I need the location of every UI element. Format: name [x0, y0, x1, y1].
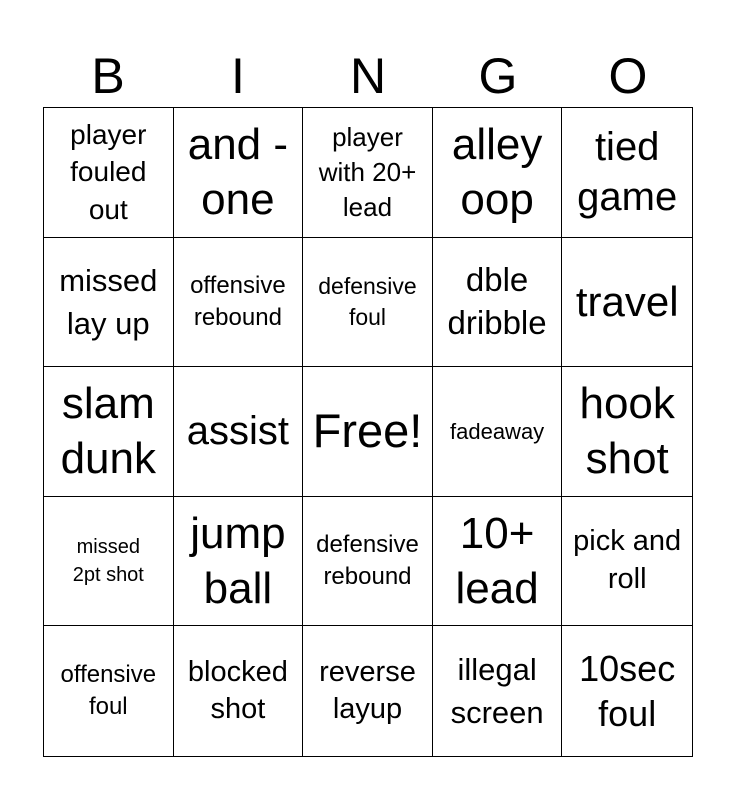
bingo-cell[interactable]	[174, 626, 304, 756]
cell-label: tied game	[577, 125, 678, 220]
cell-label: player with 20+ lead	[318, 121, 417, 222]
cell-label: dble dribble	[447, 261, 547, 341]
header-letter-i: I	[231, 48, 245, 104]
bingo-cell[interactable]	[433, 238, 563, 368]
cell-label: defensive foul	[318, 272, 417, 330]
bingo-cell[interactable]	[174, 238, 304, 368]
cell-label: missed lay up	[59, 262, 158, 341]
bingo-cell[interactable]	[44, 238, 174, 368]
bingo-cell[interactable]	[562, 367, 692, 497]
header-letter-b: B	[91, 48, 125, 104]
bingo-cell[interactable]	[174, 497, 304, 627]
bingo-card	[43, 107, 693, 757]
cell-label: offensive foul	[60, 660, 157, 721]
bingo-cell[interactable]	[44, 108, 174, 238]
bingo-cell[interactable]	[562, 238, 692, 368]
cell-label: 10+ lead	[455, 509, 539, 614]
cell-label: slam dunk	[60, 379, 156, 484]
cell-label: reverse layup	[319, 655, 416, 726]
bingo-cell[interactable]	[303, 238, 433, 368]
bingo-cell[interactable]	[562, 108, 692, 238]
cell-label: missed 2pt shot	[72, 536, 144, 587]
cell-label: player fouled out	[70, 118, 147, 226]
cell-label: 10sec foul	[579, 648, 676, 735]
bingo-cell[interactable]	[433, 626, 563, 756]
cell-label: pick and roll	[573, 525, 682, 596]
free-space[interactable]	[303, 367, 433, 497]
bingo-header	[43, 44, 693, 108]
bingo-cell[interactable]	[562, 626, 692, 756]
bingo-cell[interactable]	[303, 626, 433, 756]
bingo-cell[interactable]	[433, 367, 563, 497]
cell-label: Free!	[312, 404, 423, 458]
cell-label: offensive rebound	[190, 271, 286, 331]
cell-label: travel	[575, 277, 679, 325]
cell-label: hook shot	[579, 379, 675, 484]
bingo-cell[interactable]	[433, 497, 563, 627]
cell-label: jump ball	[190, 509, 286, 614]
bingo-cell[interactable]	[44, 367, 174, 497]
bingo-cell[interactable]	[44, 626, 174, 756]
bingo-cell[interactable]	[433, 108, 563, 238]
cell-label: assist	[186, 409, 290, 454]
header-letter-g: G	[478, 48, 518, 104]
bingo-cell[interactable]	[303, 108, 433, 238]
bingo-cell[interactable]	[174, 108, 304, 238]
cell-label: alley oop	[451, 120, 543, 225]
bingo-cell[interactable]	[303, 497, 433, 627]
bingo-cell[interactable]	[44, 497, 174, 627]
header-letter-n: N	[349, 48, 387, 104]
cell-label: illegal screen	[450, 651, 544, 731]
header-letter-o: O	[608, 48, 648, 104]
bingo-cell[interactable]	[562, 497, 692, 627]
cell-label: defensive rebound	[316, 530, 419, 591]
cell-label: and - one	[187, 120, 289, 225]
cell-label: fadeaway	[450, 418, 545, 444]
bingo-cell[interactable]	[174, 367, 304, 497]
cell-label: blocked shot	[187, 655, 288, 726]
